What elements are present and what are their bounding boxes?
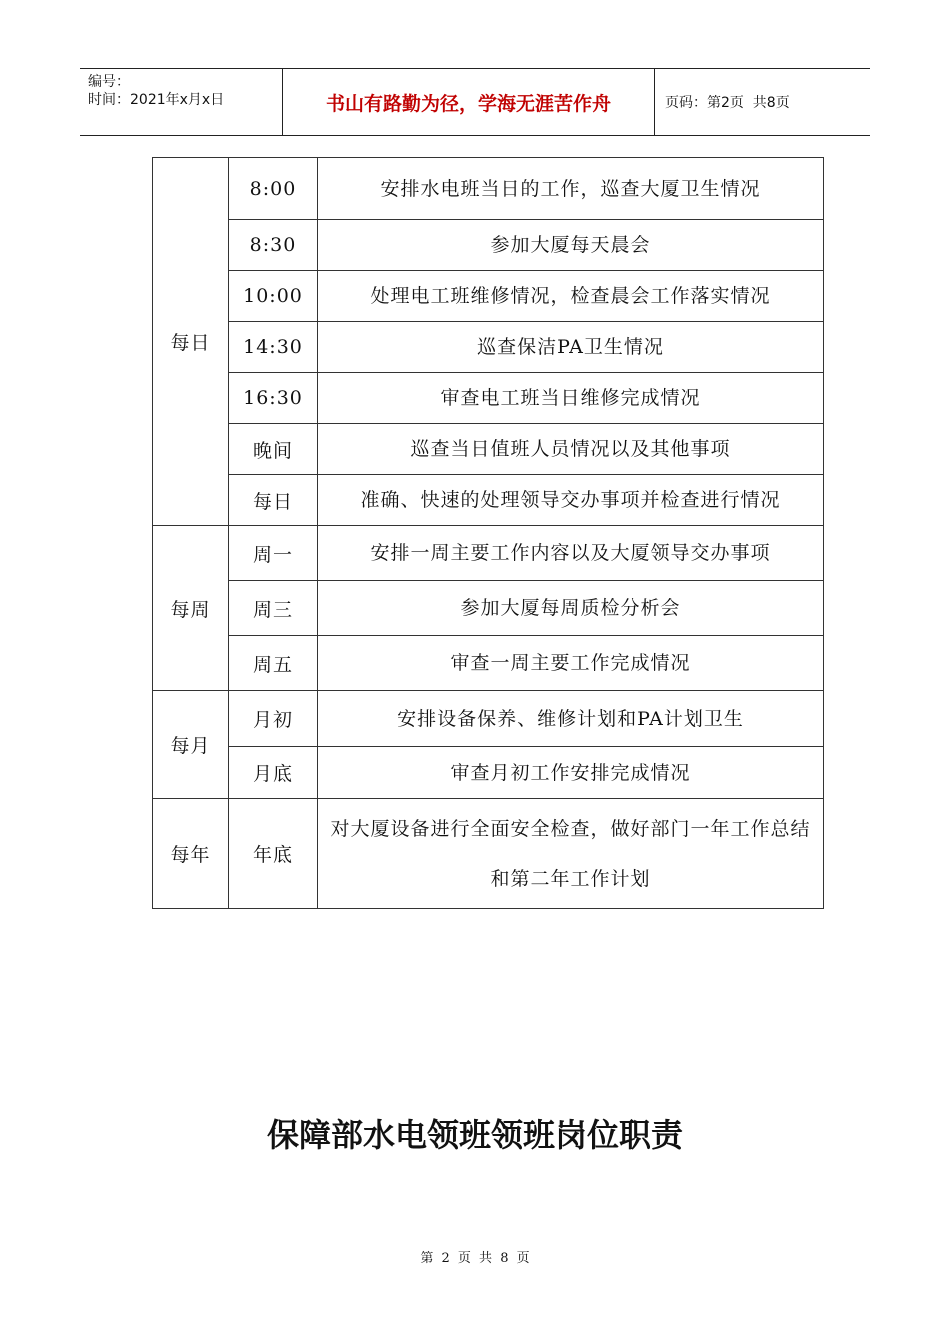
table-row <box>153 158 824 220</box>
table-row <box>153 373 824 424</box>
document-number-label: 编号： <box>88 74 130 90</box>
table-row <box>153 271 824 322</box>
table-row <box>153 636 824 691</box>
task-cell: 巡查保洁PA卫生情况 <box>318 322 824 373</box>
page-number-label: 页码：第2页 共8页 <box>665 95 790 111</box>
table-row <box>153 475 824 526</box>
task-cell: 审查一周主要工作完成情况 <box>318 636 824 691</box>
table-row <box>153 424 824 475</box>
time-cell: 8:30 <box>229 220 318 271</box>
period-cell-monthly: 每月 <box>153 691 229 799</box>
time-cell: 周五 <box>229 636 318 691</box>
time-cell: 晚间 <box>229 424 318 475</box>
task-cell: 参加大厦每周质检分析会 <box>318 581 824 636</box>
time-cell: 月底 <box>229 747 318 799</box>
task-cell: 安排一周主要工作内容以及大厦领导交办事项 <box>318 526 824 581</box>
task-cell: 参加大厦每天晨会 <box>318 220 824 271</box>
time-cell: 每日 <box>229 475 318 526</box>
task-cell: 审查月初工作安排完成情况 <box>318 747 824 799</box>
task-cell: 对大厦设备进行全面安全检查，做好部门一年工作总结和第二年工作计划 <box>318 799 824 909</box>
time-cell: 16:30 <box>229 373 318 424</box>
period-cell-yearly: 每年 <box>153 799 229 909</box>
task-cell: 准确、快速的处理领导交办事项并检查进行情况 <box>318 475 824 526</box>
header-motto: 书山有路勤为径，学海无涯苦作舟 <box>283 69 655 135</box>
task-cell: 巡查当日值班人员情况以及其他事项 <box>318 424 824 475</box>
time-cell: 14:30 <box>229 322 318 373</box>
time-cell: 月初 <box>229 691 318 747</box>
table-row <box>153 526 824 581</box>
time-cell: 周三 <box>229 581 318 636</box>
task-cell: 安排水电班当日的工作，巡查大厦卫生情况 <box>318 158 824 220</box>
time-cell: 年底 <box>229 799 318 909</box>
period-cell-daily: 每日 <box>153 158 229 526</box>
period-cell-weekly: 每周 <box>153 526 229 691</box>
section-title: 保障部水电领班领班岗位职责 <box>266 1116 683 1154</box>
table-row <box>153 322 824 373</box>
table-row <box>153 581 824 636</box>
table-row <box>153 799 824 909</box>
task-cell: 处理电工班维修情况，检查晨会工作落实情况 <box>318 271 824 322</box>
table-row <box>153 747 824 799</box>
time-cell: 8:00 <box>229 158 318 220</box>
schedule-table <box>152 157 824 909</box>
header-info <box>80 69 283 135</box>
table-row <box>153 220 824 271</box>
header-page-info <box>655 69 870 135</box>
page-footer: 第 2 页 共 8 页 <box>420 1251 530 1266</box>
table-row <box>153 691 824 747</box>
time-cell: 10:00 <box>229 271 318 322</box>
task-cell: 安排设备保养、维修计划和PA计划卫生 <box>318 691 824 747</box>
page-header <box>80 68 870 136</box>
time-cell: 周一 <box>229 526 318 581</box>
task-cell: 审查电工班当日维修完成情况 <box>318 373 824 424</box>
document-date-label: 时间：2021年x月x日 <box>88 92 225 108</box>
